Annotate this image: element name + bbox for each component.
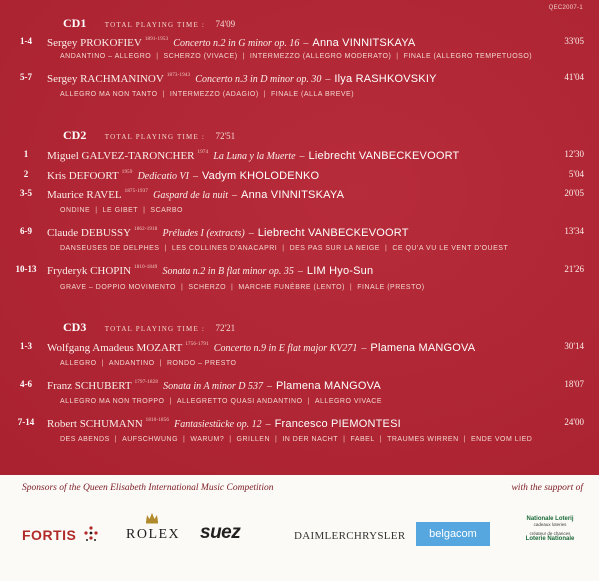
performer: Liebrecht VANBECKEVOORT bbox=[257, 227, 409, 239]
movement: LE GIBET bbox=[102, 207, 139, 214]
movement: FINALE (PRESTO) bbox=[357, 284, 425, 291]
work-line bbox=[47, 185, 565, 203]
dash-separator: – bbox=[299, 151, 305, 162]
performer: Ilya RASHKOVSKIY bbox=[334, 73, 437, 85]
work-title: Dedicatio VI bbox=[137, 171, 189, 182]
movement: DANSEUSES DE DELPHES bbox=[60, 245, 160, 252]
work-line bbox=[47, 338, 565, 356]
movement: SCHERZO (VIVACE) bbox=[163, 53, 238, 60]
movement-separator: | bbox=[396, 53, 399, 60]
belgacom-logo: belgacom bbox=[416, 522, 490, 546]
duration: 18'07 bbox=[564, 379, 584, 389]
composer: Sergey RACHMANINOV bbox=[47, 73, 164, 85]
track-range: 7-14 bbox=[17, 417, 35, 427]
movement: DES PAS SUR LA NEIGE bbox=[289, 245, 380, 252]
composer-dates: 1891-1953 bbox=[144, 36, 169, 42]
movement-separator: | bbox=[143, 207, 146, 214]
duration: 13'34 bbox=[564, 226, 584, 236]
duration: 30'14 bbox=[564, 341, 584, 351]
lottery-line-2: cadeaux loteries bbox=[533, 522, 567, 527]
movement: ALLEGRO VIVACE bbox=[314, 398, 383, 405]
movement: WARUM? bbox=[190, 436, 225, 443]
work-line bbox=[47, 223, 565, 241]
composer: Miguel GALVEZ-TARONCHER bbox=[47, 150, 195, 162]
movement: ALLEGRO MA NON TROPPO bbox=[60, 398, 165, 405]
movement: TRAUMES WIRREN bbox=[387, 436, 459, 443]
composer-dates: 1810-1849 bbox=[134, 264, 158, 270]
movement: FINALE (ALLEGRO TEMPETUOSO) bbox=[403, 53, 533, 60]
cd-name: CD1 bbox=[63, 16, 87, 30]
movement: CE QU'A VU LE VENT D'OUEST bbox=[392, 245, 509, 252]
work-line bbox=[47, 376, 565, 394]
suez-logo: suez bbox=[200, 522, 241, 543]
composer-dates: 1756-1791 bbox=[185, 341, 209, 347]
composer-dates: 1862-1918 bbox=[134, 226, 158, 232]
movement: IN DER NACHT bbox=[282, 436, 339, 443]
movements-list bbox=[60, 398, 569, 405]
work-title: Sonata n.2 in B flat minor op. 35 bbox=[162, 266, 294, 277]
movements-list bbox=[60, 91, 569, 98]
track-range: 5-7 bbox=[20, 72, 32, 82]
work-line bbox=[47, 166, 565, 184]
duration: 21'26 bbox=[564, 264, 584, 274]
cd2-header bbox=[63, 126, 235, 140]
movements-list bbox=[60, 245, 569, 252]
total-playing-time-label: TOTAL PLAYING TIME : bbox=[104, 325, 206, 333]
dash-separator: – bbox=[325, 74, 331, 85]
movement-separator: | bbox=[307, 398, 310, 405]
work-line bbox=[47, 414, 565, 432]
composer: Maurice RAVEL bbox=[47, 189, 122, 201]
movement-separator: | bbox=[183, 436, 186, 443]
movement-separator: | bbox=[282, 245, 285, 252]
duration: 20'05 bbox=[564, 188, 584, 198]
movement: SCARBO bbox=[150, 207, 183, 214]
movement: INTERMEZZO (ADAGIO) bbox=[169, 91, 259, 98]
composer: Wolfgang Amadeus MOZART bbox=[47, 342, 183, 354]
movements-list bbox=[60, 436, 569, 443]
movement: RONDO – PRESTO bbox=[166, 360, 237, 367]
duration: 12'30 bbox=[564, 149, 584, 159]
track-range: 3-5 bbox=[20, 188, 32, 198]
composer-dates: 1875-1937 bbox=[124, 188, 149, 194]
sponsors-text: Sponsors of the Queen Elisabeth International Music Competition bbox=[22, 483, 274, 493]
dash-separator: – bbox=[232, 190, 238, 201]
performer: Plamena MANGOVA bbox=[275, 380, 381, 392]
movement-separator: | bbox=[275, 436, 278, 443]
cd1-header bbox=[63, 14, 235, 28]
performer: Anna VINNITSKAYA bbox=[241, 189, 345, 201]
support-text: with the support of bbox=[511, 483, 583, 493]
fortis-mark-icon bbox=[83, 525, 99, 543]
work-line bbox=[47, 69, 565, 87]
duration: 5'04 bbox=[568, 169, 584, 179]
composer-dates: 1797-1828 bbox=[134, 379, 159, 385]
movement-separator: | bbox=[379, 436, 383, 443]
total-playing-time-value: 72'21 bbox=[215, 323, 236, 333]
total-playing-time-value: 72'51 bbox=[215, 131, 236, 141]
rolex-crown-icon bbox=[145, 512, 159, 524]
work-title: La Luna y la Muerte bbox=[213, 151, 296, 162]
work-title: Gaspard de la nuit bbox=[153, 190, 229, 201]
total-playing-time-label: TOTAL PLAYING TIME : bbox=[104, 21, 206, 29]
cd-name: CD2 bbox=[63, 128, 87, 142]
movement: GRILLEN bbox=[236, 436, 271, 443]
movement-separator: | bbox=[463, 436, 466, 443]
composer-dates: 1873-1943 bbox=[166, 72, 191, 78]
dash-separator: – bbox=[361, 343, 367, 354]
daimlerchrysler-logo: DAIMLERCHRYSLER bbox=[294, 530, 406, 542]
work-title: Fantasiestücke op. 12 bbox=[174, 419, 262, 430]
work-title: Sonata in A minor D 537 bbox=[163, 381, 263, 392]
composer: Claude DEBUSSY bbox=[47, 227, 132, 239]
performer: LIM Hyo-Sun bbox=[306, 265, 374, 277]
catalog-code: QEC2007-1 bbox=[548, 5, 583, 11]
movement: ALLEGRO bbox=[60, 360, 97, 367]
national-lottery-logo bbox=[512, 516, 588, 542]
track-range: 1 bbox=[23, 149, 29, 159]
movement: ALLEGRETTO QUASI ANDANTINO bbox=[176, 398, 303, 405]
composer-dates: 1810-1856 bbox=[145, 417, 170, 423]
movement: FABEL bbox=[350, 436, 375, 443]
track-range: 10-13 bbox=[15, 264, 37, 274]
composer: Sergey PROKOFIEV bbox=[47, 37, 142, 49]
cd-name: CD3 bbox=[63, 320, 87, 334]
movement: AUFSCHWUNG bbox=[122, 436, 179, 443]
rolex-logo: ROLEX bbox=[126, 527, 181, 542]
duration: 41'04 bbox=[564, 72, 584, 82]
duration: 33'05 bbox=[564, 36, 584, 46]
dash-separator: – bbox=[303, 38, 309, 49]
work-title: Concerto n.3 in D minor op. 30 bbox=[195, 74, 322, 85]
performer: Francesco PIEMONTESI bbox=[274, 418, 401, 430]
movement: DES ABENDS bbox=[60, 436, 110, 443]
work-title: Concerto n.9 in E flat major KV271 bbox=[213, 343, 358, 354]
movement: SCHERZO bbox=[188, 284, 227, 291]
composer-dates: 1959 bbox=[121, 169, 133, 175]
lottery-line-1: Nationale Loterij bbox=[526, 516, 574, 522]
movement-separator: | bbox=[169, 398, 172, 405]
movement: ANDANTINO – ALLEGRO bbox=[60, 53, 152, 60]
movements-list bbox=[60, 284, 569, 291]
lottery-line-4: Loterie Nationale bbox=[525, 536, 575, 542]
movements-list bbox=[60, 360, 569, 367]
dash-separator: – bbox=[192, 171, 198, 182]
composer: Kris DEFOORT bbox=[47, 170, 119, 182]
movement-separator: | bbox=[242, 53, 245, 60]
dash-separator: – bbox=[297, 266, 303, 277]
composer: Robert SCHUMANN bbox=[47, 418, 143, 430]
movement-separator: | bbox=[162, 91, 165, 98]
movement-separator: | bbox=[156, 53, 159, 60]
work-title: Préludes I (extracts) bbox=[162, 228, 245, 239]
fortis-logo: FORTIS bbox=[22, 527, 77, 543]
track-range: 1-4 bbox=[20, 36, 32, 46]
work-line bbox=[47, 33, 565, 51]
track-range: 2 bbox=[23, 169, 29, 179]
dash-separator: – bbox=[248, 228, 254, 239]
movement: ANDANTINO bbox=[108, 360, 155, 367]
dash-separator: – bbox=[266, 381, 272, 392]
movement-separator: | bbox=[349, 284, 353, 291]
lottery-line-3: créateur de chances bbox=[529, 531, 571, 536]
movement-separator: | bbox=[231, 284, 234, 291]
work-line bbox=[47, 261, 565, 279]
performer: Liebrecht VANBECKEVOORT bbox=[308, 150, 460, 162]
performer: Plamena MANGOVA bbox=[370, 342, 476, 354]
movement: MARCHE FUNÈBRE (LENTO) bbox=[238, 284, 345, 291]
movement: LES COLLINES D'ANACAPRI bbox=[171, 245, 278, 252]
cd3-header bbox=[63, 318, 235, 332]
work-line bbox=[47, 146, 565, 164]
movement-separator: | bbox=[101, 360, 104, 367]
movement-separator: | bbox=[114, 436, 118, 443]
movement: FINALE (ALLA BREVE) bbox=[271, 91, 355, 98]
dash-separator: – bbox=[265, 419, 271, 430]
movement: GRAVE – DOPPIO MOVIMENTO bbox=[60, 284, 176, 291]
movement-separator: | bbox=[263, 91, 267, 98]
movement-separator: | bbox=[164, 245, 167, 252]
performer: Vadym KHOLODENKO bbox=[201, 170, 320, 182]
movement-separator: | bbox=[180, 284, 184, 291]
movement: INTERMEZZO (ALLEGRO MODERATO) bbox=[249, 53, 392, 60]
composer: Franz SCHUBERT bbox=[47, 380, 132, 392]
movements-list bbox=[60, 207, 569, 214]
total-playing-time-label: TOTAL PLAYING TIME : bbox=[104, 133, 206, 141]
work-title: Concerto n.2 in G minor op. 16 bbox=[173, 38, 300, 49]
movement: ENDE VOM LIED bbox=[470, 436, 533, 443]
movement-separator: | bbox=[384, 245, 388, 252]
movement: ONDINE bbox=[60, 207, 91, 214]
duration: 24'00 bbox=[564, 417, 584, 427]
track-range: 6-9 bbox=[20, 226, 32, 236]
performer: Anna VINNITSKAYA bbox=[312, 37, 416, 49]
movements-list bbox=[60, 53, 569, 60]
movement-separator: | bbox=[159, 360, 162, 367]
composer-dates: 1974 bbox=[197, 149, 209, 155]
total-playing-time-value: 74'09 bbox=[215, 19, 236, 29]
movement-separator: | bbox=[229, 436, 232, 443]
sponsors-footer bbox=[0, 475, 599, 581]
composer: Fryderyk CHOPIN bbox=[47, 265, 132, 277]
movement-separator: | bbox=[95, 207, 98, 214]
track-range: 4-6 bbox=[20, 379, 32, 389]
movement-separator: | bbox=[343, 436, 346, 443]
track-range: 1-3 bbox=[20, 341, 32, 351]
movement: ALLEGRO MA NON TANTO bbox=[60, 91, 158, 98]
